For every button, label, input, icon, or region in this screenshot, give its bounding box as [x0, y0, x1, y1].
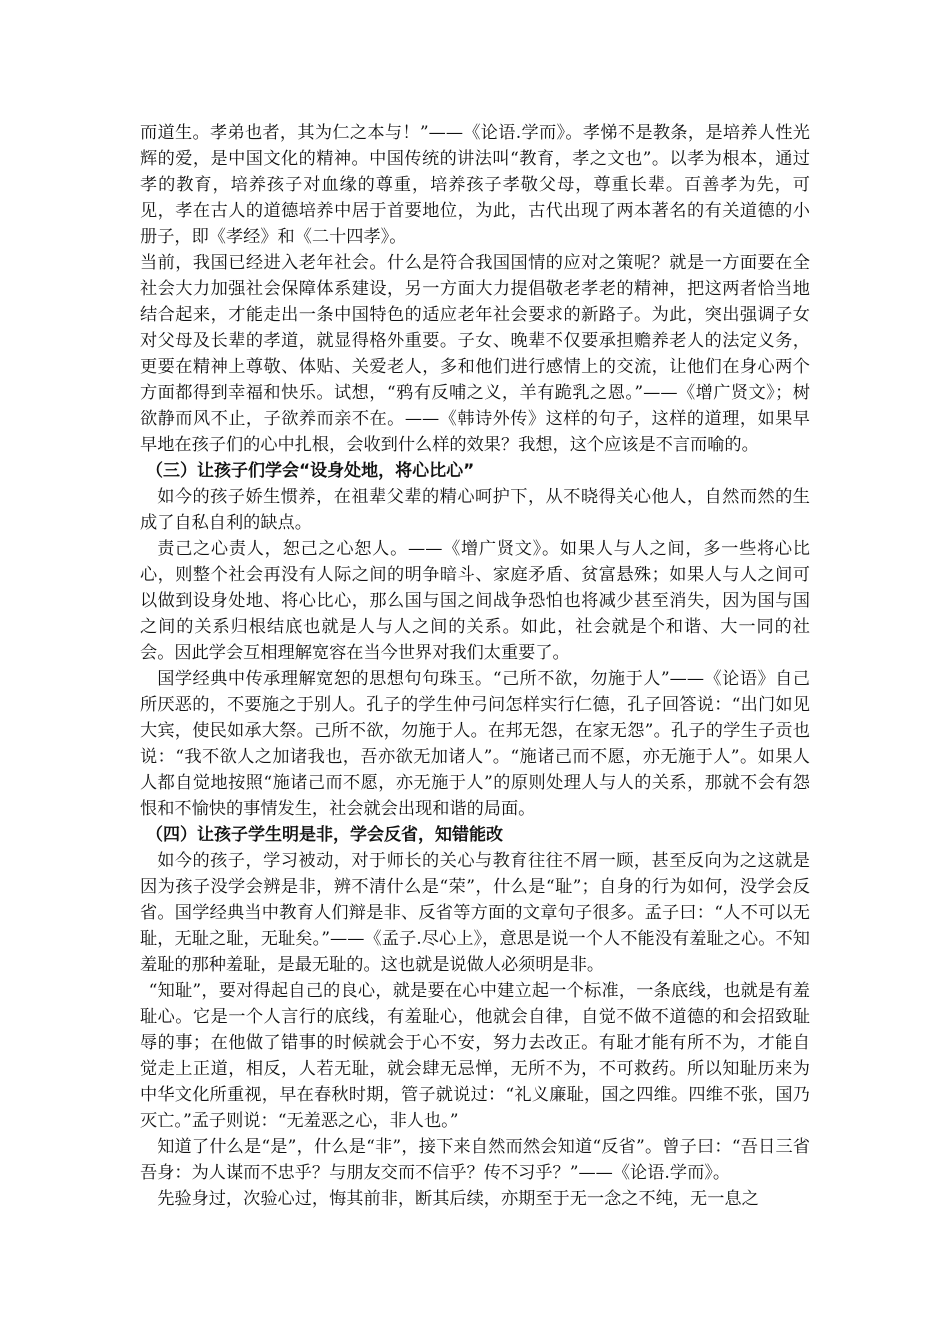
- document-body: [140, 120, 810, 1212]
- paragraph-5: 责己之心责人，恕己之心恕人。——《增广贤文》。如果人与人之间，多一些将心比心，则整个社会再没有人际之间的明争暗斗、家庭矛盾、贫富悬殊；如果人与人之间可以做到设身处地、将心比心，那么国与国之间战争恐怕也将减少甚至消失，因为国与国之间的关系归根结底也就是人与人之间的关系。如此，社会就是个和谐、大一同的社会。因此学会互相理解宽容在当今世界对我们太重要了。: [140, 539, 810, 663]
- paragraph-4: 如今的孩子娇生惯养，在祖辈父辈的精心呵护下，从不晓得关心他人，自然而然的生成了自私自利的缺点。: [140, 487, 810, 533]
- paragraph-11: 先验身过，次验心过，悔其前非，断其后续，亦期至于无一念之不纯，无一息之: [157, 1189, 759, 1209]
- paragraph-9: “知耻”，要对得起自己的良心，就是要在心中建立起一个标准，一条底线，也就是有羞耻心。它是一个人言行的底线，有羞耻心，他就会自律，自觉不做不道德的和会招致耻辱的事；在他做了错事的时候就会于心不安，努力去改正。有耻才能有所不为，才能自觉走上正道，相反，人若无耻，就会肆无忌惮，无所不为，不可救药。所以知耻历来为中华文化所重视，早在春秋时期，管子就说过：“礼义廉耻，国之四维。四维不张，国乃灭亡。”孟子则说：“无羞恶之心，非人也。”: [140, 981, 810, 1131]
- paragraph-1: 而道生。孝弟也者，其为仁之本与！”——《论语.学而》。孝悌不是教条，是培养人性光辉的爱，是中国文化的精神。中国传统的讲法叫“教育，孝之文也”。以孝为根本，通过孝的教育，培养孩子对血缘的尊重，培养孩子孝敬父母，尊重长辈。百善孝为先，可见，孝在古人的道德培养中居于首要地位，为此，古代出现了两本著名的有关道德的小册子，即《孝经》和《二十四孝》。: [140, 123, 810, 247]
- paragraph-8: 如今的孩子，学习被动，对于师长的关心与教育往往不屑一顾，甚至反向为之这就是因为孩子没学会辨是非，辨不清什么是“荣”，什么是“耻”；自身的行为如何，没学会反省。国学经典当中教育人们辩是非、反省等方面的文章句子很多。孟子曰：“人不可以无耻，无耻之耻，无耻矣。”——《孟子.尽心上》，意思是说一个人不能没有羞耻之心。不知羞耻的那种羞耻，是最无耻的。这也就是说做人必须明是非。: [140, 851, 810, 975]
- section-heading-3: （三）让孩子们学会“设身处地，将心比心”: [146, 461, 475, 481]
- paragraph-2: 当前，我国已经进入老年社会。什么是符合我国国情的应对之策呢？就是一方面要在全社会大力加强社会保障体系建设，另一方面大力提倡敬老孝老的精神，把这两者恰当地结合起来，才能走出一条中国特色的适应老年社会要求的新路子。为此，突出强调子女对父母及长辈的孝道，就显得格外重要。子女、晚辈不仅要承担赡养老人的法定义务，更要在精神上尊敬、体贴、关爱老人，多和他们进行感情上的交流，让他们在身心两个方面都得到幸福和快乐。试想，“鸦有反哺之义，羊有跪乳之恩。”——《增广贤文》；树欲静而风不止，子欲养而亲不在。——《韩诗外传》这样的句子，这样的道理，如果早早地在孩子们的心中扎根，会收到什么样的效果？我想，这个应该是不言而喻的。: [140, 253, 810, 455]
- section-heading-4: （四）让孩子学生明是非，学会反省，知错能改: [146, 825, 503, 845]
- paragraph-10: 知道了什么是“是”，什么是“非”，接下来自然而然会知道“反省”。曾子曰：“吾日三省吾身：为人谋而不忠乎？与朋友交而不信乎？传不习乎？”——《论语.学而》。: [140, 1137, 810, 1183]
- paragraph-6: 国学经典中传承理解宽恕的思想句句珠玉。“己所不欲，勿施于人”——《论语》自己所厌恶的，不要施之于别人。孔子的学生仲弓问怎样实行仁德，孔子回答说：“出门如见大宾，使民如承大祭。己所不欲，勿施于人。在邦无怨，在家无怨”。孔子的学生子贡也说：“我不欲人之加诸我也，吾亦欲无加诸人”。“施诸己而不愿，亦无施于人”。如果人人都自觉地按照“施诸己而不愿，亦无施于人”的原则处理人与人的关系，那就不会有怨恨和不愉快的事情发生，社会就会出现和谐的局面。: [140, 669, 810, 819]
